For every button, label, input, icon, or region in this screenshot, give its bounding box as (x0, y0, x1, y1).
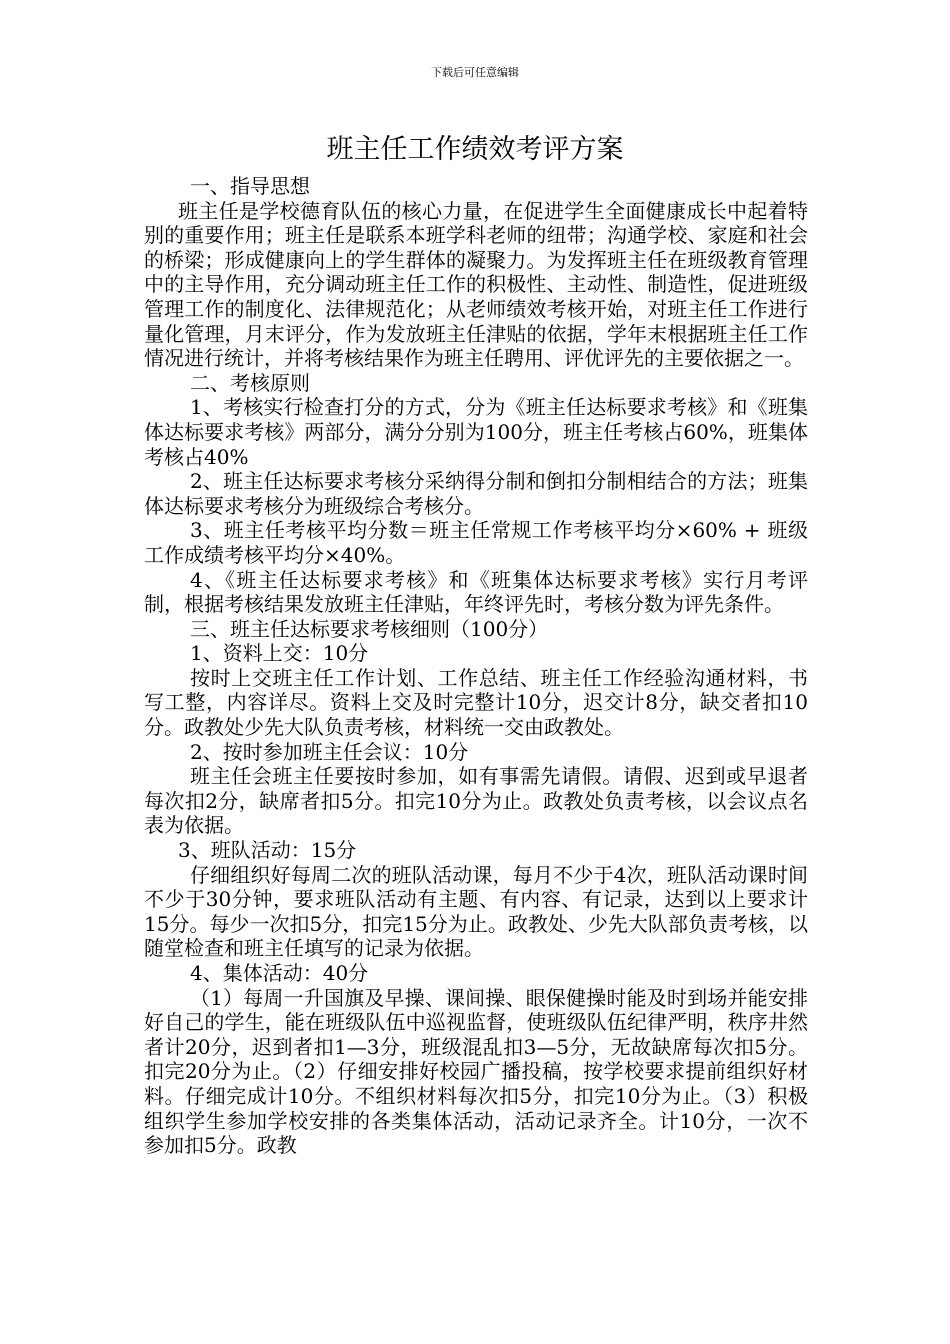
principle-item: 1、考核实行检查打分的方式，分为《班主任达标要求考核》和《班集体达标要求考核》两部分，满分分别为100分，班主任考核占60%，班集体考核占40% (144, 395, 808, 469)
section-heading-assessment-principles: 二、考核原则 (190, 370, 310, 395)
principle-item: 4、《班主任达标要求考核》和《班集体达标要求考核》实行月考评制，根据考核结果发放班主任津贴，年终评先时，考核分数为评先条件。 (144, 567, 808, 617)
principle-item: 3、班主任考核平均分数＝班主任常规工作考核平均分×60% + 班级工作成绩考核平均分×40%。 (144, 518, 808, 567)
page-header-note: 下载后可任意编辑 (431, 66, 519, 79)
principle-item: 2、班主任达标要求考核分采纳得分制和倒扣分制相结合的方法；班集体达标要求考核分为班级综合考核分。 (144, 469, 808, 518)
document-body (144, 174, 808, 1158)
rule-heading-class-activities: 3、班队活动：15分 (178, 838, 357, 863)
body-paragraph: 班主任会班主任要按时参加，如有事需先请假。请假、迟到或早退者每次扣2分，缺席者扣5分。扣完10分为止。政教处负责考核，以会议点名表为依据。 (144, 764, 808, 838)
section-heading-guiding-ideology: 一、指导思想 (190, 174, 310, 198)
section-heading-assessment-rules: 三、班主任达标要求考核细则（100分） (190, 616, 549, 641)
body-paragraph: 仔细组织好每周二次的班队活动课，每月不少于4次，班队活动课时间不少于30分钟，要求班队活动有主题、有内容、有记录，达到以上要求计15分。每少一次扣5分，扣完15分为止。政教处、少先大队部负责考核，以随堂检查和班主任填写的记录为依据。 (144, 862, 808, 961)
rule-heading-meetings: 2、按时参加班主任会议：10分 (190, 739, 469, 764)
body-paragraph: （1）每周一升国旗及早操、课间操、眼保健操时能及时到场并能安排好自己的学生，能在班级队伍中巡视监督，使班级队伍纪律严明，秩序井然者计20分，迟到者扣1—3分，班级混乱扣3—5分，无故缺席每次扣5分。扣完20分为止。（2）仔细安排好校园广播投稿，按学校要求提前组织好材料。仔细完成计10分。不组织材料每次扣5分，扣完10分为止。（3）积极组织学生参加学校安排的各类集体活动，活动记录齐全。计10分，一次不参加扣5分。政教 (144, 985, 808, 1158)
rule-heading-materials: 1、资料上交：10分 (190, 641, 369, 666)
document-title: 班主任工作绩效考评方案 (326, 134, 624, 165)
rule-heading-group-activities: 4、集体活动：40分 (190, 961, 369, 985)
body-paragraph: 按时上交班主任工作计划、工作总结、班主任工作经验沟通材料，书写工整，内容详尽。资料上交及时完整计10分，迟交计8分，缺交者扣10分。政教处少先大队负责考核，材料统一交由政教处。 (144, 665, 808, 740)
body-paragraph: 班主任是学校德育队伍的核心力量，在促进学生全面健康成长中起着特别的重要作用；班主任是联系本班学科老师的纽带；沟通学校、家庭和社会的桥梁；形成健康向上的学生群体的凝聚力。为发挥班主任在班级教育管理中的主导作用，充分调动班主任工作的积极性、主动性、制造性，促进班级管理工作的制度化、法律规范化；从老师绩效考核开始，对班主任工作进行量化管理，月末评分，作为发放班主任津贴的依据，学年末根据班主任工作情况进行统计，并将考核结果作为班主任聘用、评优评先的主要依据之一。 (144, 198, 808, 371)
